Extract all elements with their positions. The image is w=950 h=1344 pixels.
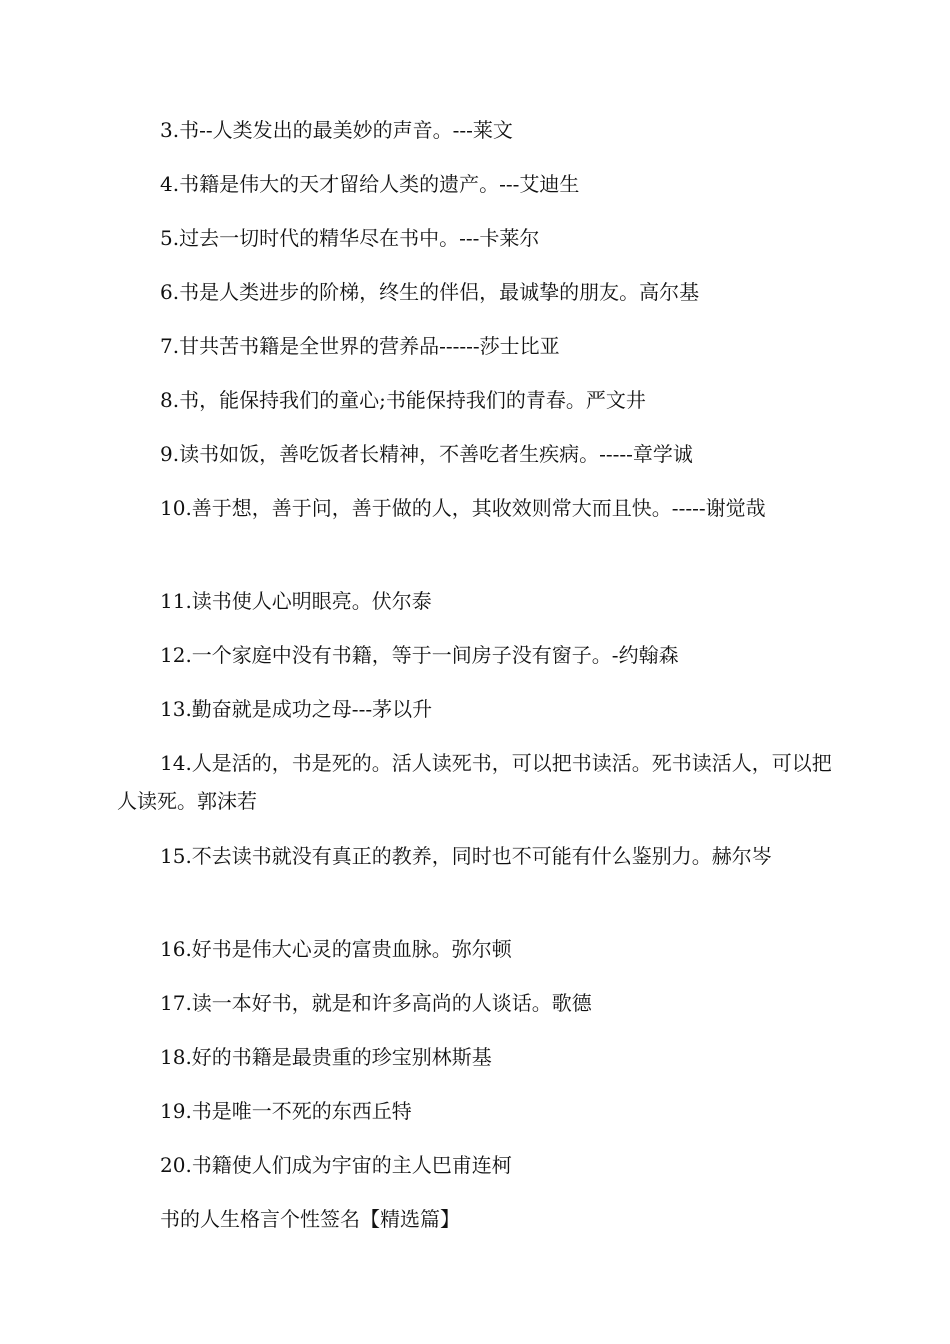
quote-paragraph-5: 5.过去一切时代的精华尽在书中。---卡莱尔: [160, 226, 540, 250]
quote-paragraph-20: 20.书籍使人们成为宇宙的主人巴甫连柯: [160, 1153, 512, 1177]
quote-paragraph-16: 16.好书是伟大心灵的富贵血脉。弥尔顿: [160, 937, 512, 961]
section-heading: 书的人生格言个性签名【精选篇】: [160, 1207, 460, 1231]
quote-paragraph-6: 6.书是人类进步的阶梯，终生的伴侣，最诚挚的朋友。高尔基: [160, 280, 700, 304]
quote-paragraph-18: 18.好的书籍是最贵重的珍宝别林斯基: [160, 1045, 492, 1069]
quote-paragraph-19: 19.书是唯一不死的东西丘特: [160, 1099, 412, 1123]
quote-paragraph-9: 9.读书如饭，善吃饭者长精神，不善吃者生疾病。-----章学诚: [160, 442, 693, 466]
quote-paragraph-11: 11.读书使人心明眼亮。伏尔泰: [160, 589, 432, 613]
quote-paragraph-4: 4.书籍是伟大的天才留给人类的遗产。---艾迪生: [160, 172, 580, 196]
quote-paragraph-3: 3.书--人类发出的最美妙的声音。---莱文: [160, 118, 513, 142]
quote-paragraph-15: 15.不去读书就没有真正的教养，同时也不可能有什么鉴别力。赫尔岑: [160, 844, 772, 868]
quote-paragraph-10: 10.善于想，善于问，善于做的人，其收效则常大而且快。-----谢觉哉: [160, 496, 766, 520]
quote-paragraph-12: 12.一个家庭中没有书籍，等于一间房子没有窗子。-约翰森: [160, 643, 679, 667]
quote-paragraph-7: 7.甘共苦书籍是全世界的营养品------莎士比亚: [160, 334, 560, 358]
quote-paragraph-14: 14.人是活的，书是死的。活人读死书，可以把书读活。死书读活人，可以把人读死。郭沫若: [117, 751, 832, 813]
quote-paragraph-8: 8.书，能保持我们的童心;书能保持我们的青春。严文井: [160, 388, 646, 412]
quote-paragraph-13: 13.勤奋就是成功之母---茅以升: [160, 697, 433, 721]
quote-paragraph-17: 17.读一本好书，就是和许多高尚的人谈话。歌德: [160, 991, 592, 1015]
